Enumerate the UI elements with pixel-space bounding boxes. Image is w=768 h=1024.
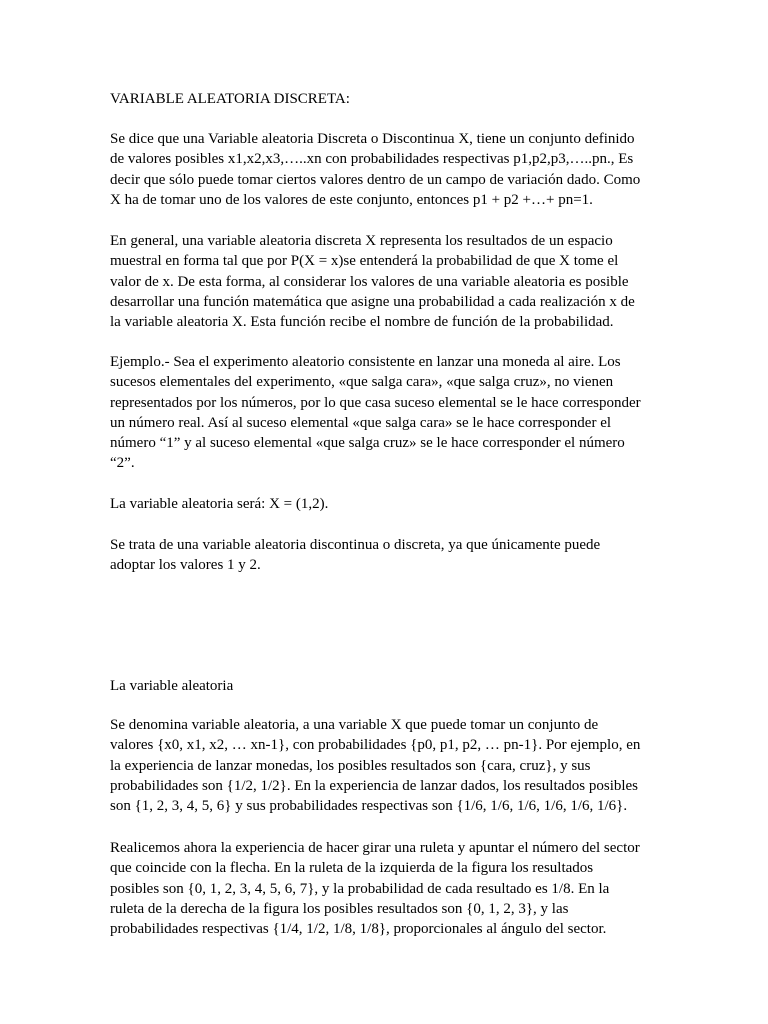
text-line: de valores posibles x1,x2,x3,…..xn con probabilidades respectivas p1,p2,p3,…..pn., Es xyxy=(110,151,634,168)
text-line: son {1, 2, 3, 4, 5, 6} y sus probabilidades respectivas son {1/6, 1/6, 1/6, 1/6, 1/6, 1/6}. xyxy=(110,798,628,815)
text-line: Se trata de una variable aleatoria discontinua o discreta, ya que únicamente puede xyxy=(110,537,601,553)
text-line: la variable aleatoria X. Esta función recibe el nombre de función de la probabilidad. xyxy=(110,314,614,331)
heading-line: La variable aleatoria xyxy=(110,678,234,694)
text-line: “2”. xyxy=(110,455,135,472)
text-line: decir que sólo puede tomar ciertos valores dentro de un campo de variación dado. Como xyxy=(110,171,641,188)
text-line: adoptar los valores 1 y 2. xyxy=(110,557,261,574)
text-line: valor de x. De esta forma, al considerar los valores de una variable aleatoria es posible xyxy=(110,273,629,290)
section-heading xyxy=(110,676,660,696)
text-line: muestral en forma tal que por P(X = x)se entenderá la probabilidad de que X tome el xyxy=(110,253,619,270)
paragraph-random-variable xyxy=(110,715,660,816)
text-line: sucesos elementales del experimento, «que salga cara», «que salga cruz», no vienen xyxy=(110,374,614,391)
paragraph-roulette xyxy=(110,838,660,939)
text-line: un número real. Así al suceso elemental «que salga cara» se le hace corresponder el xyxy=(110,414,612,431)
text-line: número “1” y al suceso elemental «que salga cruz» se le hace corresponder el número xyxy=(110,435,625,452)
text-line: X ha de tomar uno de los valores de este conjunto, entonces p1 + p2 +…+ pn=1. xyxy=(110,191,593,208)
text-line: Realicemos ahora la experiencia de hacer girar una ruleta y apuntar el número del sector xyxy=(110,840,640,856)
text-line: representados por los números, por lo que casa suceso elemental se le hace corresponder xyxy=(110,394,641,411)
paragraph-definition xyxy=(110,129,660,210)
text-line: En general, una variable aleatoria discreta X representa los resultados de un espacio xyxy=(110,233,613,249)
text-line: probabilidades respectivas {1/4, 1/2, 1/8, 1/8}, proporcionales al ángulo del sector. xyxy=(110,921,607,938)
paragraph-general xyxy=(110,231,660,332)
text-line: probabilidades son {1/2, 1/2}. En la experiencia de lanzar dados, los resultados posibles xyxy=(110,777,639,794)
text-line: Se denomina variable aleatoria, a una variable X que puede tomar un conjunto de xyxy=(110,717,599,733)
text-line: que coincide con la flecha. En la ruleta de la izquierda de la figura los resultados xyxy=(110,860,594,877)
text-line: valores {x0, x1, x2, … xn-1}, con probabilidades {p0, p1, p2, … pn-1}. Por ejemplo, en xyxy=(110,737,641,754)
paragraph-discrete-note xyxy=(110,535,660,576)
text-line: la experiencia de lanzar monedas, los posibles resultados son {cara, cruz}, y sus xyxy=(110,757,591,774)
text-line: Se dice que una Variable aleatoria Discreta o Discontinua X, tiene un conjunto definido xyxy=(110,131,635,147)
text-line: posibles son {0, 1, 2, 3, 4, 5, 6, 7}, y la probabilidad de cada resultado es 1/8. En la xyxy=(110,880,610,897)
text-line: Ejemplo.- Sea el experimento aleatorio consistente en lanzar una moneda al aire. Los xyxy=(110,354,621,370)
text-line: ruleta de la derecha de la figura los posibles resultados son {0, 1, 2, 3}, y las xyxy=(110,900,569,917)
text-line: La variable aleatoria será: X = (1,2). xyxy=(110,496,329,512)
document-title xyxy=(110,89,660,109)
paragraph-example xyxy=(110,352,660,474)
paragraph-variable-result xyxy=(110,494,660,514)
title-line: VARIABLE ALEATORIA DISCRETA: xyxy=(110,91,350,107)
text-line: desarrollar una función matemática que asigne una probabilidad a cada realización x de xyxy=(110,293,635,310)
